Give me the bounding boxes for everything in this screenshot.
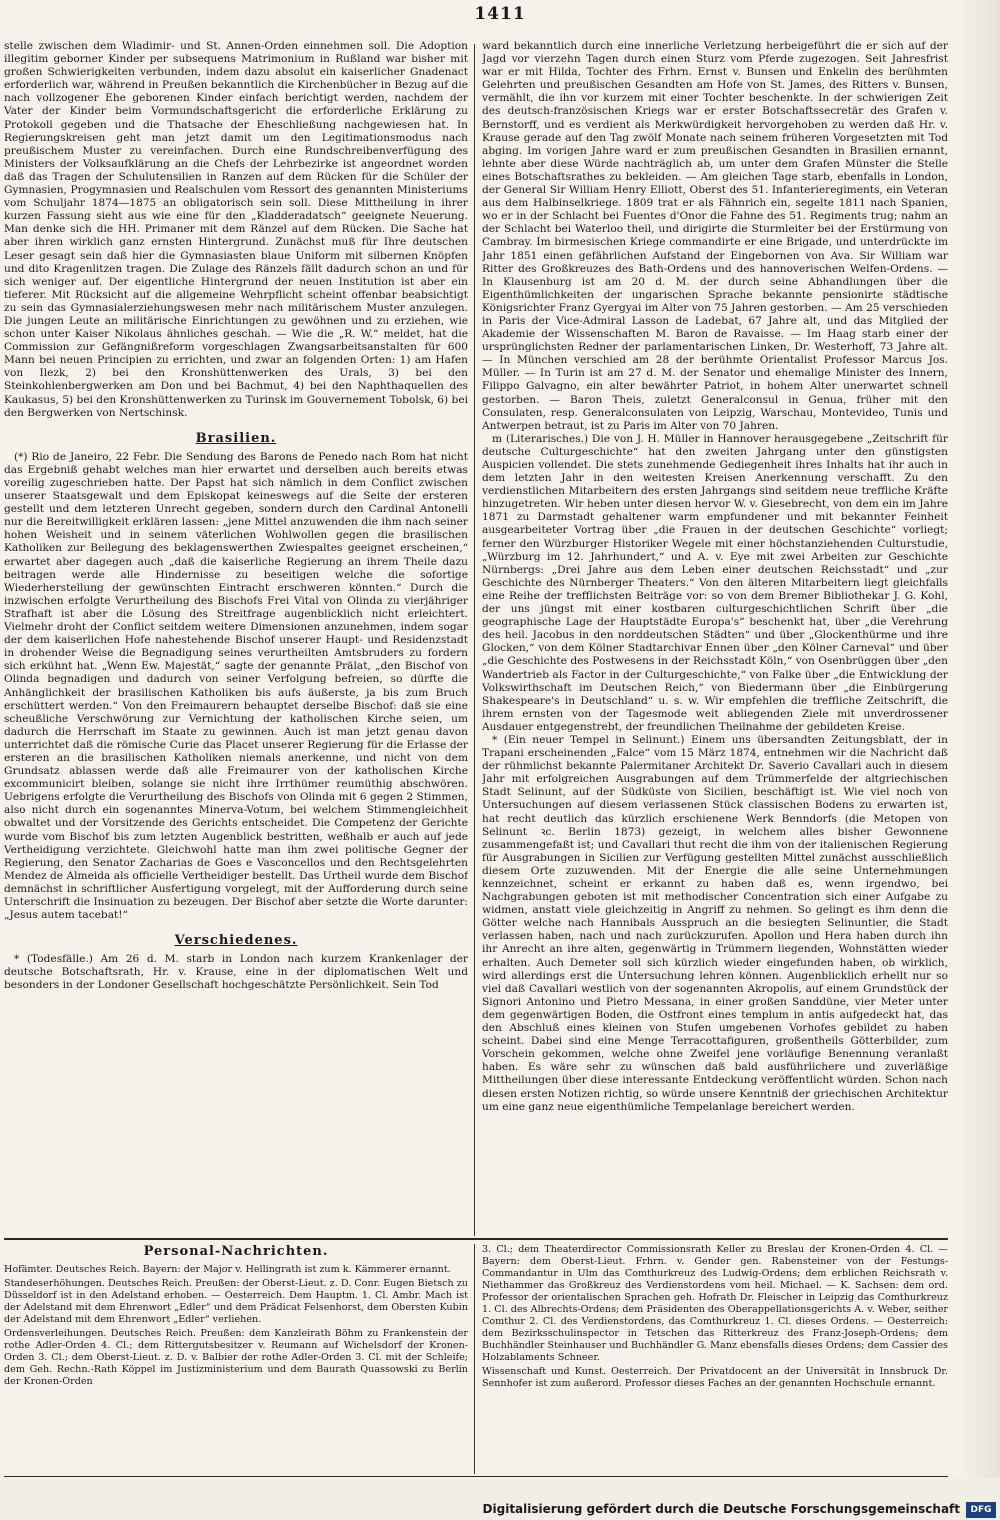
personal-entry-hofaemter: Hofämter. Deutsches Reich. Bayern: der Major v. Hellingrath ist zum k. Kämmerer ernannt. [4,1264,451,1275]
deaths-continuation-text: ward bekanntlich durch eine innerliche Verletzung herbeigeführt die er sich auf der Jagd vor vierzehn Tagen durch einen Sturz vom Pferde zugezogen. Seit Jahresfrist war er mit Hilda, Tochter des Frhrn. Ernst v. Bunsen und Enkelin des berühmten Gelehrten und preußischen Gesandten am Hofe von St. James, des Ritters v. Bunsen, vermählt, die ihn vor kurzem mit einer Tochter beschenkte. In der schwierigen Zeit des deutsch-französischen Kriegs war er erster Botschaftssecretär des Grafen v. Bernstorff, und es verdient als Merkwürdigkeit hervorgehoben zu werden daß Hr. v. Krause gerade auf den Tag zwölf Monate nach seinem früheren Vorgesetzten mit Tod abging. Im vorigen Jahre ward er zum preußischen Gesandten in Brasilien ernannt, lehnte aber diese Würde nachträglich ab, um unter dem Grafen Münster die Stelle eines Botschaftsrathes zu bekleiden. — Am gleichen Tage starb, ebenfalls in London, der General Sir William Henry Elliott, Oberst des 51. Infanterieregiments, ein Veteran aus dem Halbinselkriege. 1809 trat er als Fähnrich ein, segelte 1811 nach Spanien, wo er in der Schlacht bei Fuentes d'Onor die Fahne des 51. Regiments trug; nahm an der Schlacht bei Waterloo theil, und dirigirte die Sturmleiter bei der Erstürmung von Cambray. Im birmesischen Kriege commandirte er eine Brigade, und unterdrückte im Jahr 1851 einen gefährlichen Aufstand der Eingebornen von Ava. Sir William war Ritter des Großkreuzes des Bath-Ordens und des hannoverischen Welfen-Ordens. — In Klausenburg ist am 20 d. M. der durch seine Abhandlungen über die Eigenthümlichkeiten der ungarischen Sprache bekannte pensionirte städtische Königsrichter Franz Gyergyai im Alter von 75 Jahren gestorben. — Am 25 verschieden in Paris der Vice-Admiral Lasson de Ladebat, 67 Jahre alt, und das Mitglied der Akademie der Wissenschaften M. Baron de Ravaisse. — Im Haag starb einer der ursprünglichsten Redner der parlamentarischen Linken, Dr. Westerhoff, 73 Jahre alt. — In München verschied am 28 der berühmte Orientalist Professor Marcus Jos. Müller. — In Turin ist am 27 d. M. der Senator und ehemalige Minister des Innern, Filippo Galvagno, ein alter bewährter Patriot, in hohem Alter unerwartet schnell gestorben. — Baron Theis, zuletzt Generalconsul in Genua, früher mit den Consulaten, resp. Generalconsulaten von Leipzig, Warschau, Montevideo, Tunis und Antwerpen betraut, ist zu Paris im Alter von 70 Jahren. [482,40,948,432]
deaths-notice-text: * (Todesfälle.) Am 26 d. M. starb in London nach kurzem Krankenlager der deutsche Botschaftsrath, Hr. v. Krause, eine in der diplomatischen Welt und besonders in der Londoner Gesellschaft hochgeschätzte Persönlichkeit. Sein Tod [4,953,468,992]
personal-entry-wissenschaft: Wissenschaft und Kunst. Oesterreich. Der Privatdocent an der Universität in Innsbruck Dr. Sennhofer ist zum außerord. Professor dieses Faches an der genannten Hochschule ernannt. [482,1366,948,1389]
personal-section-rule [4,1238,948,1240]
personal-news-right [482,1244,948,1474]
left-column [4,40,468,1235]
section-title-brasilien: Brasilien. [195,430,277,446]
personal-entry-orders-continued: 3. Cl.; dem Theaterdirector Commissionsrath Keller zu Breslau der Kronen-Orden 4. Cl. — Bayern: dem Oberst-Lieut. Frhrn. v. Gender gen. Rabensteiner von der Festungs-Commandantur in Ulm das Comthurkreuz des Ludwig-Ordens; dem erblichen Reichsrath v. Niethammer das Großkreuz des Verdienstordens vom heil. Michael. — K. Sachsen: dem ord. Professor der orientalischen Sprachen geh. Hofrath Dr. Fleischer in Leipzig das Comthurkreuz 1. Cl. des Albrechts-Ordens; dem Präsidenten des Oberappellationsgerichts A. v. Weber, seither Comthur 2. Cl. des Verdienstordens, das Comthurkreuz 1. Cl. dieses Ordens. — Oesterreich: dem Bezirksschulinspector in Tetschen das Ritterkreuz des Franz-Joseph-Ordens; dem Buchhändler Steinhauser und Buchhändler G. Manz ebensfalls dieses Ordens; dem Cassier des Holzablaments Schneer. [482,1244,948,1363]
brasil-report-text: (*) Rio de Janeiro, 22 Febr. Die Sendung des Barons de Penedo nach Rom hat nicht das Ergebniß gehabt welches man hier erwartet und derselben auch bereits etwas voreilig zugeschrieben hatte. Der Papst hat sich nämlich in dem Conflict zwischen unserer Staatsgewalt und dem Episkopat keineswegs auf die Seite der ersteren gestellt und dem letzteren Unrecht gegeben, sondern durch den Cardinal Antonelli nur die Bereitwilligkeit erklären lassen: „jene Mittel anzuwenden die ihm nach seiner hohen Weisheit und in seinem väterlichen Wohlwollen gegen die brasilischen Katholiken zur Beilegung des beklagenswerthen Zwiespaltes geeignet erscheinen,“ erwartet aber dagegen auch „daß die kaiserliche Regierung an ihrem Theile dazu beitragen werde alle Hindernisse zu beseitigen welche die sofortige Wiederherstellung der gewünschten Eintracht erschweren könnten.“ Durch die inzwischen erfolgte Verurtheilung des Bischofs Frei Vital von Olinda zu vierjähriger Strafhaft ist aber die Lösung des Streitfrage augenblicklich nicht erleichtert. Vielmehr droht der Conflict seitdem weitere Dimensionen anzunehmen, indem sogar der dem kaiserlichen Hofe nahestehende Bischof unserer Haupt- und Residenzstadt in drohender Weise die Begnadigung seines verurtheilten Amtsbruders zu fordern sich erkühnt hat. „Wenn Ew. Majestät,“ sagte der genannte Prälat, „den Bischof von Olinda begnadigen und dadurch von seiner Verfolgung befreien, so dürfte die Anhänglichkeit der brasilischen Katholiken bis aufs äußerste, ja bis zum Bruch erschüttert werden.“ Von den Freimaurern behauptet derselbe Bischof: daß sie eine scheußliche Verschwörung zur Vernichtung der katholischen Kirche seien, um dadurch die Herrschaft im Staate zu gewinnen. Auch ist man jetzt genau davon unterrichtet daß die römische Curie das Placet unserer Regierung für die Erlasse der ersteren an die brasilischen Katholiken niemals anerkenne, und nicht von dem Grundsatz ablassen werde daß alle Freimaurer von der katholischen Kirche excommunicirt bleiben, solange sie nicht ihre Irrthümer reumüthig abschwören. Uebrigens erfolgte die Verurtheilung des Bischofs von Olinda mit 6 gegen 2 Stimmen, also nicht durch ein sogenanntes Minerva-Votum, bei welchem Stimmengleichheit obwaltet und der Vorsitzende des Gerichts entscheidet. Die Competenz der Gerichte wurde vom Bischof bis zum letzten Augenblick bestritten, weßhalb er auch auf jede Vertheidigung verzichtete. Gleichwohl hatte man ihm zwei politische Gegner der Regierung, den Senator Zacharias de Goes e Vasconcellos und den Rechtsgelehrten Mendez de Almeida als officielle Vertheidiger bestellt. Das Urtheil wurde dem Bischof demnächst in schriftlicher Ausfertigung vorgelegt, mit der Aufforderung durch seine Unterschrift die Insinuation zu bezeugen. Der Bischof aber setzte die Worte darunter: „Jesus autem tacebat!“ [4,450,468,922]
dfg-logo: DFG [966,1502,996,1518]
personal-column-divider [474,1244,475,1474]
section-title-verschiedenes: Verschiedenes. [174,933,298,949]
literary-notice-text: m (Literarisches.) Die von J. H. Müller in Hannover herausgegebene „Zeitschrift für deutsche Culturgeschichte“ hat den zweiten Jahrgang unter den günstigsten Auspicien vollendet. Die stets zunehmende Gediegenheit ihres Inhalts hat ihr auch in dem letzten Jahr in den weitesten Kreisen Anerkennung verschafft. Zu den verdienstlichen Mitarbeitern des ersten Jahrgangs sind seitdem neue treffliche Kräfte hinzugetreten. Wir heben unter diesen hervor W. v. Giesebrecht, von dem ein im Jahre 1871 zu Darmstadt gehaltener warm empfundener und mit bekannter Feinheit ausgearbeiteter Vortrag über „die Frauen in der deutschen Geschichte“ vorliegt; ferner den Würzburger Historiker Wegele mit einer höchstanziehenden Culturstudie, „Würzburg im 12. Jahrhundert,“ und A. v. Eye mit zwei Arbeiten zur Geschichte Nürnbergs: „Drei Jahre aus dem Leben einer deutschen Reichsstadt“ und „zur Geschichte des Nürnberger Theaters.“ Von den älteren Mitarbeitern liegt gleichfalls eine Reihe der trefflichsten Beiträge vor: so von dem Bremer Bibliothekar J. G. Kohl, der uns jüngst mit einer kostbaren culturgeschichtlichen Schrift über „die geographische Lage der Hauptstädte Europa's“ beschenkt hat, über „die Verehrung des heil. Jacobus in den norddeutschen Städten“ und über „Glockenthürme und ihre Glocken,“ von dem Kölner Stadtarchivar Ennen über „den Kölner Carneval“ und über „die Geschichte des Postwesens in der Reichsstadt Köln,“ von Osenbrüggen über „den Wandertrieb als Factor in der Culturgeschichte,“ von Falke über „die Entwicklung der Volkswirthschaft im Deutschen Reich,“ von Biedermann über „die Einbürgerung Shakespeare's in Deutschland“ u. s. w. Wir empfehlen die treffliche Zeitschrift, die ihrem ernsten von der Tagesmode weit abliegenden Ziele mit unverdrossener Ausdauer entgegenstrebt, der freundlichen Theilnahme der gebildeten Kreise. [482,432,948,733]
page-number: 1411 [474,4,526,24]
column-divider [474,44,475,1236]
right-column [482,40,948,1235]
personal-entry-ordensverleihungen: Ordensverleihungen. Deutsches Reich. Preußen: dem Kanzleirath Böhm zu Frankenstein der rothe Adler-Orden 4. Cl.; dem Rittergutsbesitzer v. Reumann auf Wichelsdorf der Kronen-Orden 3. Cl.; dem Oberst-Lieut. z. D. v. Balbier der rothe Adler-Orden 3. Cl. mit der Schleife; dem Geh. Rechn.-Rath Köppel im Justizministerium und dem Baurath Quassowski zu Berlin der Kronen-Orden [4,1328,468,1387]
page-bottom-rule [4,1476,948,1477]
selinunt-temple-text: * (Ein neuer Tempel in Selinunt.) Einem uns übersandten Zeitungsblatt, der in Trapani erscheinenden „Falce“ vom 15 März 1874, entnehmen wir die Nachricht daß der rühmlichst bekannte Palermitaner Architekt Dr. Saverio Cavallari auch in diesem Jahr mit erfolgreichen Ausgrabungen auf dem Trümmerfelde der altgriechischen Stadt Selinunt, auf der Südküste von Sicilien, beschäftigt ist. Wie viel noch von Untersuchungen auf diesem verlassenen Stück classischen Bodens zu erwarten ist, hat recht deutlich das kürzlich erschienene Werk Benndorfs (die Metopen von Selinunt ꝛc. Berlin 1873) gezeigt, in welchem alles bisher Gewonnene zusammengefaßt ist; und Cavallari thut recht die ihm von der italienischen Regierung für Ausgrabungen in Sicilien zur Verfügung gestellten Mittel zunächst ausschließlich diesem Orte zuzuwenden. Mit der Energie die alle seine Unternehmungen kennzeichnet, scheint er erkannt zu haben daß es, wenn irgendwo, bei Nachgrabungen geboten ist mit methodischer Concentration sich einer Aufgabe zu widmen, anstatt viele gleichzeitig in Angriff zu nehmen. So gelingt es ihm denn die Götter welche nach Hannibals Ausspruch an die besiegten Selinuntier, die Stadt verlassen haben, nach und nach zurückzurufen. Apollon und Hera haben durch ihn ihr Anrecht an ihre alten, gegenwärtig in Trümmern liegenden, Wohnstätten wieder erhalten. Auch Demeter soll sich kürzlich wieder eingefunden haben, ob wirklich, wird allerdings erst die Untersuchung lehren können. Augenblicklich erhellt nur so viel daß Cavallari westlich von der sogenannten Akropolis, auf einem Grundstück der Signori Antonino und Pietro Messana, in einer großen Sanddüne, vier Meter unter dem gegenwärtigen Boden, die Ostfront eines templum in antis aufgedeckt hat, das den Abschluß eines kleinen von Stufen umgebenen Vorhofes gebildet zu haben scheint. Dabei sind eine Menge Terracottafiguren, großentheils Götterbilder, zum Vorschein gekommen, welche ohne Zweifel jene vorläufige Benennung veranlaßt haben. Es wäre sehr zu wünschen daß bald ausführlichere und zuverläßige Mittheilungen über diese interessante Entdeckung veröffentlicht würden. Schon nach diesen ersten Notizen richtig, so würde unsere Kenntniß der griechischen Architektur um eine ganz neue eigenthümliche Tempelanlage bereichert werden. [482,733,948,1113]
digitization-credit: Digitalisierung gefördert durch die Deutsche Forschungsgemeinschaft [482,1502,960,1516]
personal-entry-standeserhoehungen: Standeserhöhungen. Deutsches Reich. Preußen: der Oberst-Lieut. z. D. Conr. Eugen Bietsch zu Düsseldorf ist in den Adelstand erhoben. — Oesterreich. Dem Hauptm. 1. Cl. Ambr. Mach ist der Adelstand mit dem Ehrenwort „Edler“ und dem Prädicat Felsenhorst, dem Obersten Kubin der Adelstand mit dem Ehrenwort „Edler“ verliehen. [4,1278,468,1325]
personal-news-left [4,1244,468,1474]
page-edge [960,0,1000,1478]
russia-report-text: stelle zwischen dem Wladimir- und St. Annen-Orden einnehmen soll. Die Adoption illegitim geborner Kinder per subsequens Matrimonium in Rußland war bisher mit großen Schwierigkeiten verbunden, indem dazu absolut ein kaiserlicher Gnadenact erforderlich war, während in Preußen bekanntlich die Kirchenbücher in Bezug auf die nach vollzogener Ehe geborenen Kinder einfach berichtigt werden, nachdem der Vater der Kinder beim Vormundschaftsgericht die erforderliche Erklärung zu Protokoll gegeben und die Thatsache der Eheschließung nachgewiesen hat. In Regierungskreisen geht man jetzt damit um den Legitimationsmodus nach preußischem Muster zu vereinfachen. Durch eine Rundschreibenverfügung des Ministers der Volksaufklärung an die Chefs der Lehrbezirke ist angeordnet worden daß das Tragen der Schulutensilien in Ranzen auf dem Rücken für die Schüler der Gymnasien, Progymnasien und Realschulen vom Ressort des genannten Ministeriums vom Schuljahr 1874—1875 an obligatorisch sein soll. Diese Mittheilung in ihrer kurzen Fassung sieht aus wie eine für den „Kladderadatsch“ geeignete Neuerung. Man denke sich die HH. Primaner mit dem Ränzel auf dem Rücken. Die Sache hat aber ihren wirklich ganz ernsten Hintergrund. Zunächst muß für Ihre deutschen Leser gesagt sein daß hier die Gymnasiasten blaue Uniform mit silbernen Knöpfen und dito Kragenlitzen tragen. Die Zulage des Ränzels fällt dadurch schon an und für sich weniger auf. Der eigentliche Hintergrund der neuen Institution ist aber ein tieferer. Mit Rücksicht auf die allgemeine Wehrpflicht scheint offenbar beabsichtigt zu sein das Gymnasialerziehungswesen mehr nach militärischem Muster anzulegen. Die jungen Leute an militärische Einrichtungen zu gewöhnen und zu erziehen, wie schon unter Kaiser Nikolaus ähnliches geschah. — Wie die „R. W.“ meldet, hat die Commission zur Gefängnißreform vorgeschlagen Zwangsarbeitsanstalten für 600 Mann bei neuen Principien zu errichten, und zwar an folgenden Orten: 1) am Hafen von Ilezk, 2) bei den Kronshüttenwerken des Urals, 3) bei den Steinkohlenbergwerken am Don und bei Bachmut, 4) bei den Naphthaquellen des Kaukasus, 5) bei den Kronshüttenwerken zu Turinsk im Gouvernement Tobolsk, 6) bei den Bergwerken von Nertschinsk. [4,40,468,419]
personal-news-title: Personal-Nachrichten. [143,1244,329,1259]
